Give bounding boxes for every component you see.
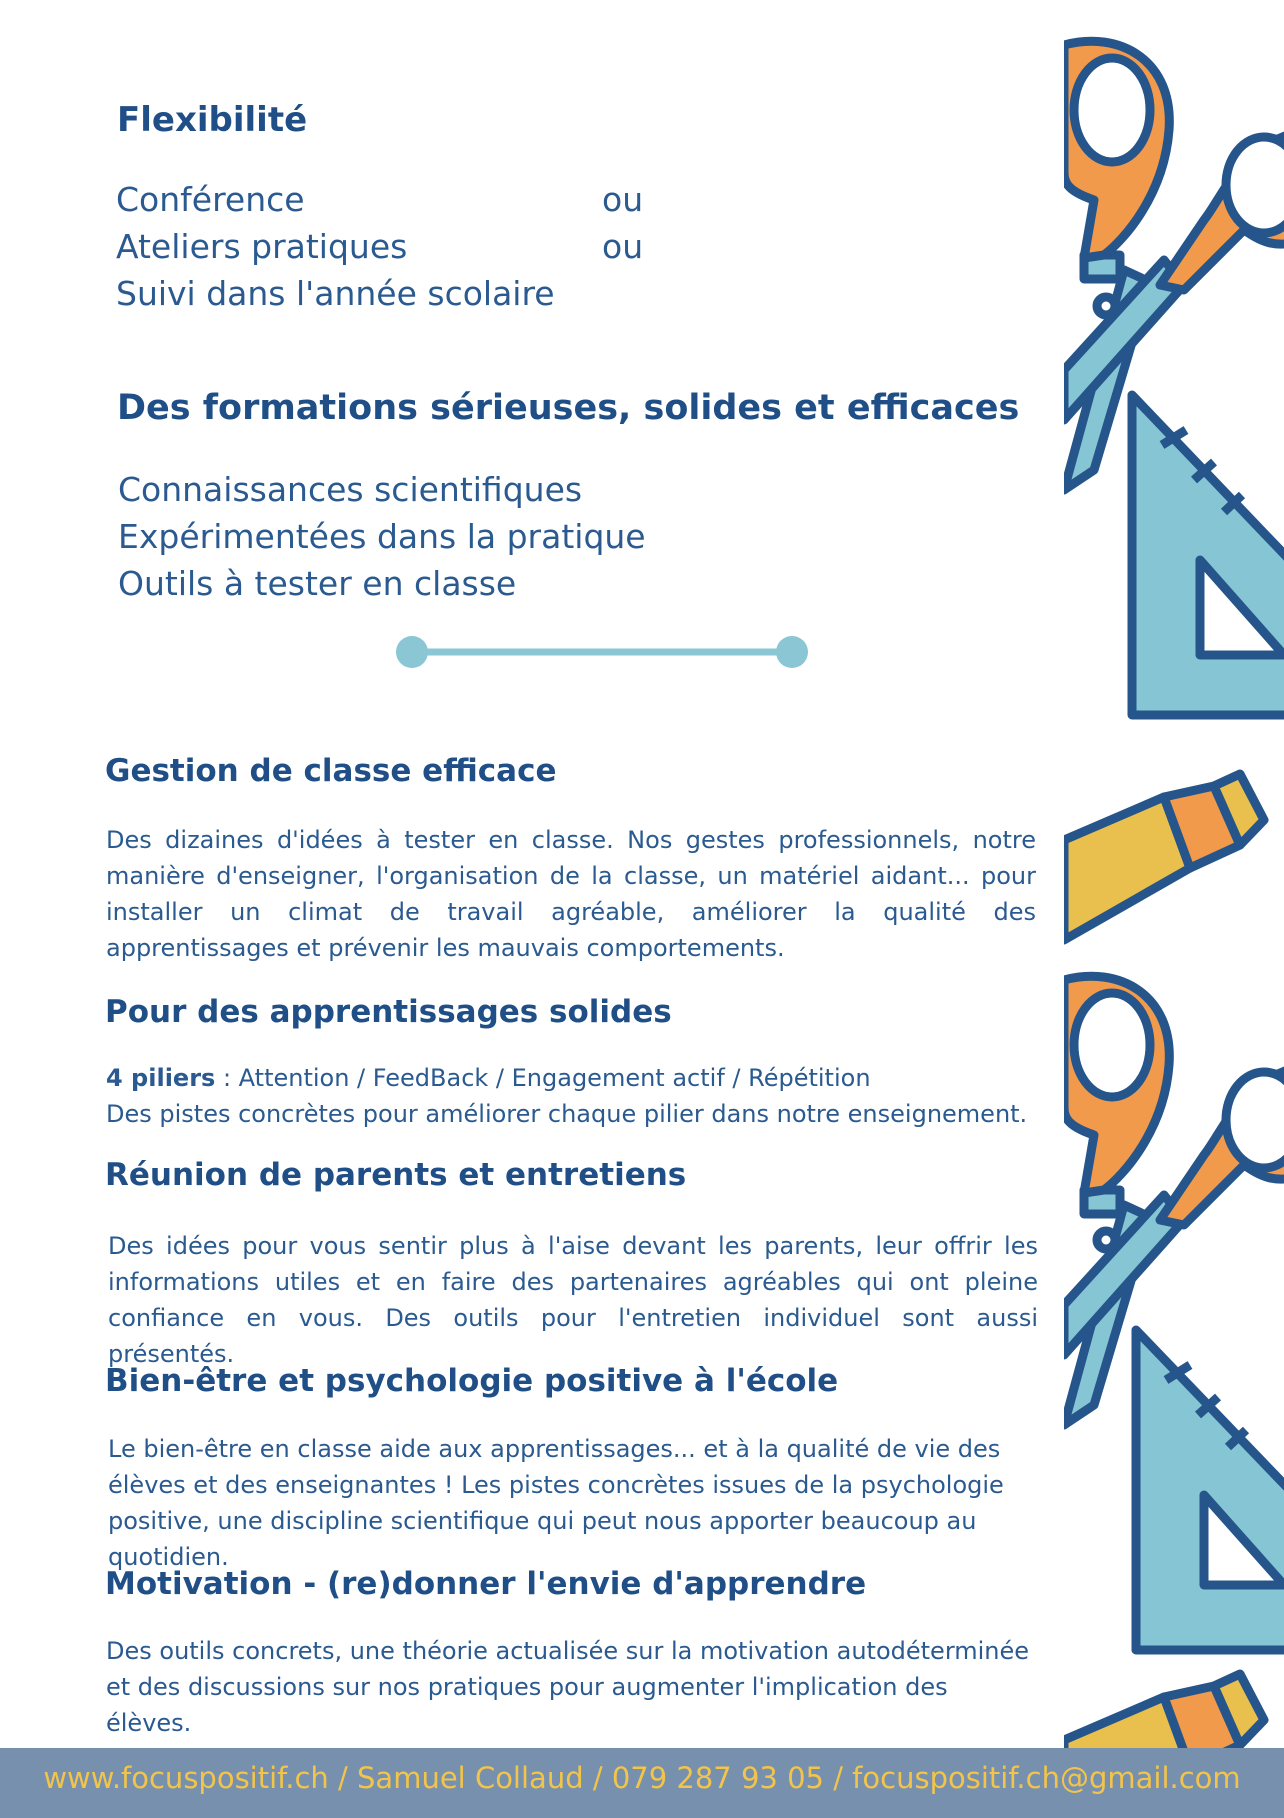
flexibility-item-suivi: Suivi dans l'année scolaire bbox=[116, 274, 555, 313]
piliers-list: : Attention / FeedBack / Engagement actif / Répétition bbox=[215, 1064, 871, 1092]
footer-contact: www.focuspositif.ch / Samuel Collaud / 079 287 93 05 / focuspositif.ch@gmail.com bbox=[43, 1761, 1241, 1795]
scissors-icon bbox=[1064, 976, 1284, 1425]
piliers-lead: 4 piliers bbox=[106, 1064, 216, 1092]
section-title-motivation: Motivation - (re)donner l'envie d'apprendre bbox=[105, 1566, 867, 1602]
formations-item: Outils à tester en classe bbox=[118, 564, 517, 603]
set-square-icon bbox=[1136, 1330, 1284, 1650]
flexibility-item-conference: Conférence bbox=[116, 180, 305, 219]
flexibility-or-2: ou bbox=[602, 227, 644, 266]
formations-item: Expérimentées dans la pratique bbox=[118, 517, 646, 556]
flexibility-item-ateliers: Ateliers pratiques bbox=[116, 227, 408, 266]
scissors-icon bbox=[1064, 41, 1284, 490]
flexibility-or-1: ou bbox=[602, 180, 644, 219]
set-square-icon bbox=[1132, 395, 1284, 715]
section-title-apprentissages: Pour des apprentissages solides bbox=[105, 994, 672, 1030]
section-text-gestion: Des dizaines d'idées à tester en classe. Nos gestes professionnels, notre manière d'enseigner, l'organisation de la classe, un matériel aidant... pour installer un climat de travail agréable, améliorer la qualité des apprentissages et prévenir les mauvais comportements. bbox=[106, 826, 1036, 962]
section-divider bbox=[392, 634, 812, 670]
decoration-column bbox=[1064, 0, 1284, 1818]
section-text-apprentissages: Des pistes concrètes pour améliorer chaque pilier dans notre enseignement. bbox=[106, 1100, 1028, 1128]
flexibility-title: Flexibilité bbox=[117, 100, 308, 140]
section-text-piliers bbox=[106, 1060, 1036, 1096]
formations-title: Des formations sérieuses, solides et efficaces bbox=[117, 388, 1020, 428]
section-text-bien-etre: Le bien-être en classe aide aux apprentissages... et à la qualité de vie des élèves et des enseignantes ! Les pistes concrètes issues de la psychologie positive, une discipline scientifique qui peut nous apporter beaucoup au quotidien. bbox=[108, 1435, 1004, 1571]
section-title-parents: Réunion de parents et entretiens bbox=[105, 1157, 687, 1193]
section-title-bien-etre: Bien-être et psychologie positive à l'école bbox=[105, 1363, 839, 1399]
pencil-icon bbox=[1064, 774, 1264, 940]
formations-item: Connaissances scientifiques bbox=[118, 470, 583, 509]
section-text-motivation: Des outils concrets, une théorie actualisée sur la motivation autodéterminée et des discussions sur nos pratiques pour augmenter l'implication des élèves. bbox=[106, 1637, 1030, 1737]
section-title-gestion: Gestion de classe efficace bbox=[105, 753, 557, 789]
section-text-parents: Des idées pour vous sentir plus à l'aise devant les parents, leur offrir les informations utiles et en faire des partenaires agréables qui ont pleine confiance en vous. Des outils pour l'entretien individuel sont aussi présentés. bbox=[108, 1232, 1038, 1368]
